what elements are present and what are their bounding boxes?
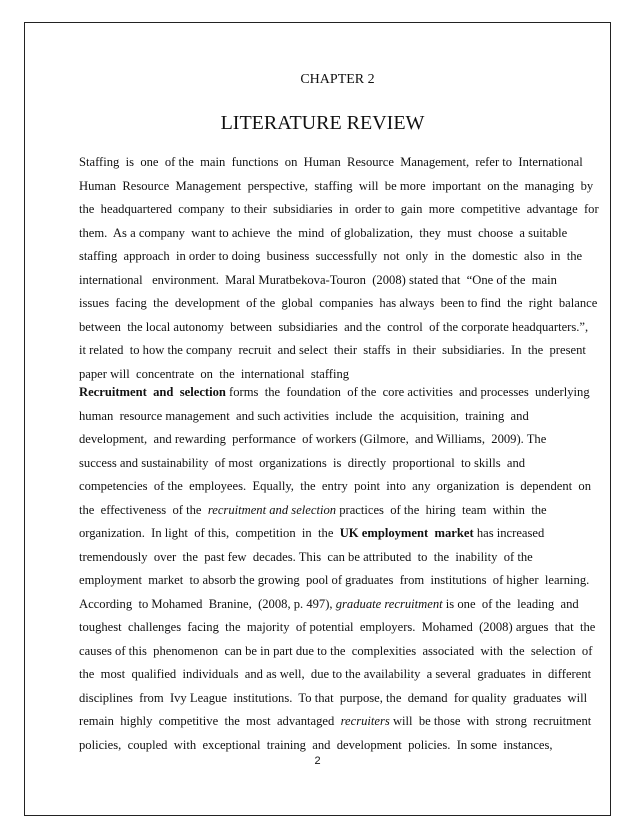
- text-run: practices of the hiring team within the: [336, 502, 547, 517]
- text-run: organization. In light of this, competition in the: [79, 526, 340, 540]
- chapter-label: CHAPTER 2: [300, 72, 375, 87]
- text-run: staffing approach in order to doing business successfully not only in the domestic also in the: [79, 249, 583, 263]
- text-run: it related to how the company recruit and select their staffs in their subsidiaries. In the present: [79, 343, 586, 357]
- text-line: [79, 292, 603, 316]
- text-run: has increased: [473, 526, 545, 540]
- text-run: remain highly competitive the most advantaged: [79, 714, 341, 728]
- bold-text: Recruitment and selection: [79, 385, 226, 399]
- text-line: [79, 593, 603, 617]
- bold-text: UK employment market: [339, 526, 474, 540]
- text-line: [79, 687, 603, 711]
- text-line: [79, 222, 603, 246]
- text-run: between the local autonomy between subsidiaries and the control of the corporate headquarters.”,: [79, 319, 589, 334]
- text-run: Human Resource Management perspective, staffing will be more important on the managing by: [79, 178, 594, 193]
- text-run: paper will concentrate on the international staffing: [79, 366, 350, 381]
- text-line: [79, 452, 603, 476]
- text-line: [79, 381, 603, 405]
- text-line: [79, 734, 603, 758]
- text-line: [79, 710, 603, 734]
- text-run: human resource management and such activities include the acquisition, training and: [79, 408, 529, 423]
- text-run: the most qualified individuals and as well, due to the availability a several graduates in different: [79, 667, 592, 681]
- text-run: tremendously over the past few decades. This can be attributed to the inability of the: [79, 549, 533, 564]
- text-run: disciplines from Ivy League institutions. To that purpose, the demand for quality graduates will: [79, 690, 588, 705]
- text-run: the headquartered company to their subsidiaries in order to gain more competitive advantage for: [79, 202, 599, 216]
- italic-text: recruitment and selection: [207, 502, 337, 517]
- text-line: [79, 151, 603, 175]
- text-run: forms the foundation of the core activities and processes underlying: [225, 385, 590, 399]
- text-line: [79, 175, 603, 199]
- text-run: competencies of the employees. Equally, the entry point into any organization is dependent on: [79, 479, 592, 493]
- text-run: employment market to absorb the growing pool of graduates from institutions of higher learning.: [79, 573, 590, 587]
- paragraph-recruitment: [79, 381, 603, 757]
- text-run: policies, coupled with exceptional training and development policies. In some instances,: [79, 737, 553, 752]
- text-line: [79, 316, 603, 340]
- text-run: the effectiveness of the: [79, 502, 208, 517]
- text-line: [79, 640, 603, 664]
- text-run: issues facing the development of the global companies has always been to find the right balance: [79, 296, 598, 310]
- text-run: them. As a company want to achieve the mind of globalization, they must choose a suitable: [79, 225, 568, 240]
- text-run: success and sustainability of most organizations is directly proportional to skills and: [79, 455, 526, 470]
- text-run: Staffing is one of the main functions on Human Resource Management, refer to International: [79, 155, 583, 169]
- text-line: [79, 269, 603, 293]
- text-line: [79, 198, 603, 222]
- document-page: [24, 22, 611, 816]
- text-run: is one of the leading and: [442, 596, 579, 611]
- text-line: [79, 663, 603, 687]
- paragraph-intro: [79, 151, 603, 386]
- text-run: development, and rewarding performance of workers (Gilmore, and Williams, 2009). The: [79, 432, 547, 446]
- text-line: [79, 475, 603, 499]
- text-line: [79, 616, 603, 640]
- italic-text: recruiters: [340, 714, 390, 728]
- section-title: LITERATURE REVIEW: [220, 112, 425, 134]
- text-run: toughest challenges facing the majority of potential employers. Mohamed (2008) argues that the: [79, 620, 596, 634]
- text-run: will be those with strong recruitment: [389, 714, 592, 728]
- text-line: [79, 499, 603, 523]
- text-line: [79, 522, 603, 546]
- text-line: [79, 339, 603, 363]
- text-run: causes of this phenomenon can be in part due to the complexities associated with the selection of: [79, 643, 593, 658]
- text-line: [79, 245, 603, 269]
- text-line: [79, 405, 603, 429]
- text-line: [79, 569, 603, 593]
- page-number: 2: [314, 755, 321, 767]
- text-line: [79, 546, 603, 570]
- text-run: international environment. Maral Muratbekova-Touron (2008) stated that “One of the main: [79, 272, 557, 287]
- italic-text: graduate recruitment: [335, 596, 443, 611]
- text-line: [79, 428, 603, 452]
- text-run: According to Mohamed Branine, (2008, p. 497),: [79, 596, 336, 611]
